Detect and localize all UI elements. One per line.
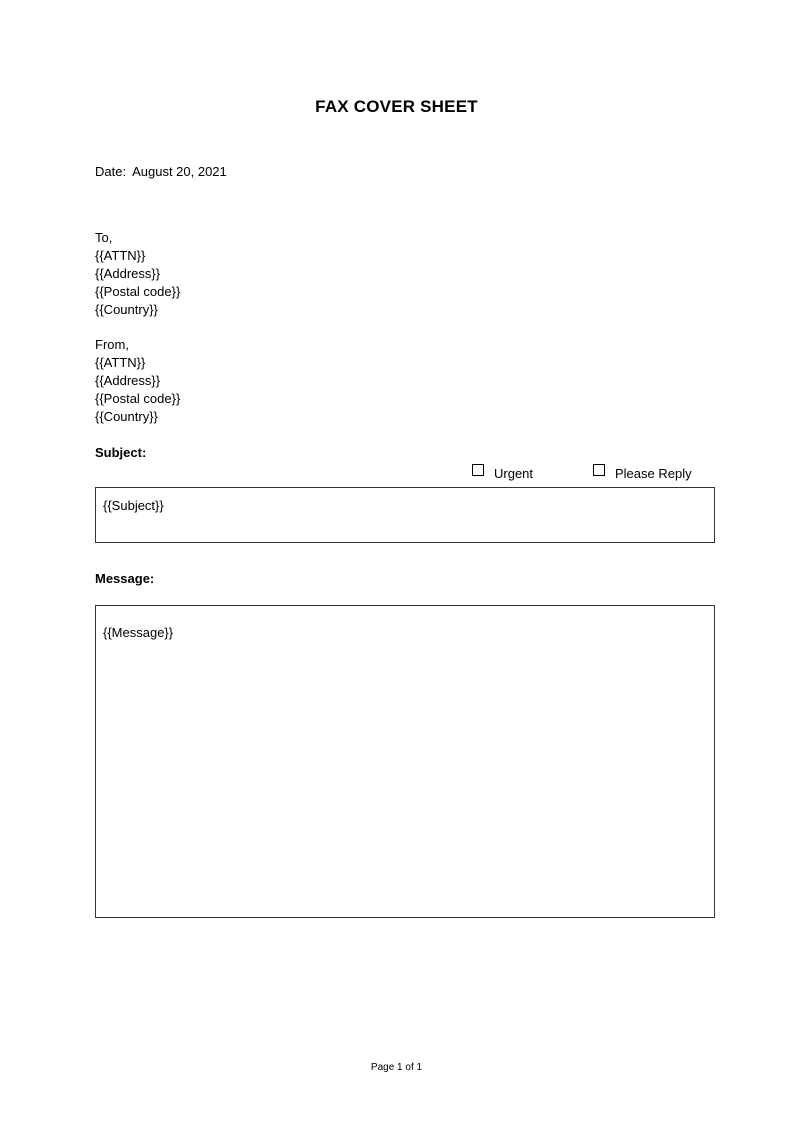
to-address: {{Address}}	[95, 266, 161, 281]
please-reply-checkbox[interactable]	[593, 464, 605, 476]
page-number: Page 1 of 1	[370, 1062, 423, 1073]
please-reply-option[interactable]	[593, 463, 692, 482]
to-heading: To,	[95, 230, 113, 245]
please-reply-label: Please Reply	[615, 466, 692, 481]
subject-label: Subject:	[95, 445, 147, 460]
message-label: Message:	[95, 571, 155, 586]
subject-field[interactable]	[95, 487, 715, 543]
date-row	[95, 163, 227, 181]
urgent-option[interactable]	[472, 463, 533, 482]
to-postal-code: {{Postal code}}	[95, 284, 181, 299]
from-heading: From,	[95, 337, 129, 352]
document-title: FAX COVER SHEET	[315, 97, 478, 116]
date-value: August 20, 2021	[132, 164, 227, 179]
message-field[interactable]	[95, 605, 715, 918]
recipient-block	[95, 229, 180, 319]
subject-value: {{Subject}}	[103, 498, 164, 513]
from-country: {{Country}}	[95, 409, 158, 424]
from-postal-code: {{Postal code}}	[95, 391, 181, 406]
date-label: Date:	[95, 164, 127, 179]
to-country: {{Country}}	[95, 302, 158, 317]
from-attn: {{ATTN}}	[95, 355, 146, 370]
sender-block	[95, 336, 180, 426]
message-value: {{Message}}	[103, 625, 174, 640]
from-address: {{Address}}	[95, 373, 161, 388]
urgent-checkbox[interactable]	[472, 464, 484, 476]
urgent-label: Urgent	[494, 466, 534, 481]
to-attn: {{ATTN}}	[95, 248, 146, 263]
